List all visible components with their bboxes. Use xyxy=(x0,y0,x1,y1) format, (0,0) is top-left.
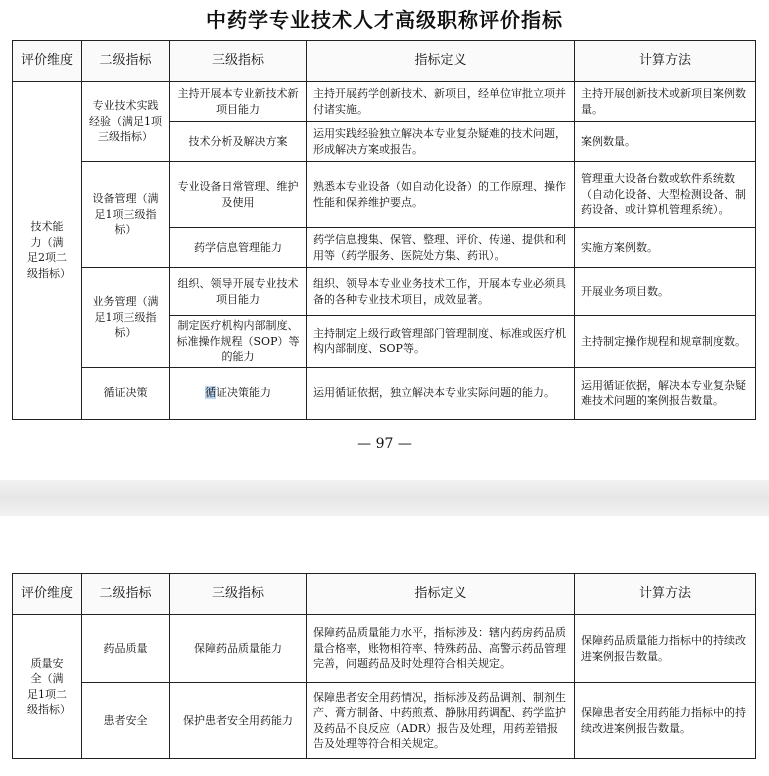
page-separator xyxy=(0,480,769,516)
header-dimension: 评价维度 xyxy=(13,41,82,82)
text-selection-highlight[interactable]: 循 xyxy=(205,386,216,400)
indicator-table-page2 xyxy=(12,573,756,759)
definition-cell: 主持制定上级行政管理部门管理制度、标准或医疗机构内部制度、SOP等。 xyxy=(307,316,575,368)
table-header-row xyxy=(13,574,756,615)
header-calculation: 计算方法 xyxy=(575,41,756,82)
header-definition: 指标定义 xyxy=(307,574,575,615)
header-dimension: 评价维度 xyxy=(13,574,82,615)
third-level-cell: 专业设备日常管理、维护及使用 xyxy=(170,162,307,228)
calculation-cell: 运用循证依据，解决本专业复杂疑难技术问题的案例报告数量。 xyxy=(575,367,756,419)
header-second-level: 二级指标 xyxy=(82,574,170,615)
table-row xyxy=(13,683,756,759)
definition-cell: 运用实践经验独立解决本专业复杂疑难的技术问题，形成解决方案或报告。 xyxy=(307,122,575,162)
third-level-cell: 组织、领导开展专业技术项目能力 xyxy=(170,268,307,316)
calculation-cell: 保障药品质量能力指标中的持续改进案例报告数量。 xyxy=(575,615,756,683)
header-third-level: 三级指标 xyxy=(170,41,307,82)
second-level-cell: 专业技术实践经验（满足1项三级指标） xyxy=(82,82,170,162)
calculation-cell: 主持开展创新技术或新项目案例数量。 xyxy=(575,82,756,122)
third-level-cell: 主持开展本专业新技术新项目能力 xyxy=(170,82,307,122)
third-level-cell: 药学信息管理能力 xyxy=(170,228,307,268)
third-level-cell xyxy=(170,367,307,419)
table-header-row xyxy=(13,41,756,82)
third-level-cell: 技术分析及解决方案 xyxy=(170,122,307,162)
header-calculation: 计算方法 xyxy=(575,574,756,615)
third-level-text: 证决策能力 xyxy=(216,386,271,400)
table-row xyxy=(13,82,756,122)
second-level-cell: 患者安全 xyxy=(82,683,170,759)
definition-cell: 熟悉本专业设备（如自动化设备）的工作原理、操作性能和保养维护要点。 xyxy=(307,162,575,228)
dimension-cell: 技术能力（满足2项二级指标） xyxy=(13,82,82,420)
header-third-level: 三级指标 xyxy=(170,574,307,615)
calculation-cell: 主持制定操作规程和规章制度数。 xyxy=(575,316,756,368)
table-row xyxy=(13,615,756,683)
table-row xyxy=(13,162,756,228)
table-row xyxy=(13,268,756,316)
header-definition: 指标定义 xyxy=(307,41,575,82)
definition-cell: 运用循证依据，独立解决本专业实际问题的能力。 xyxy=(307,367,575,419)
second-level-cell: 循证决策 xyxy=(82,367,170,419)
calculation-cell: 保障患者安全用药能力指标中的持续改进案例报告数量。 xyxy=(575,683,756,759)
second-level-cell: 设备管理（满足1项三级指标） xyxy=(82,162,170,268)
page-number: — 97 — xyxy=(357,436,412,452)
second-level-cell: 业务管理（满足1项三级指标） xyxy=(82,268,170,368)
header-second-level: 二级指标 xyxy=(82,41,170,82)
indicator-table-page1 xyxy=(12,40,756,420)
document-page-98 xyxy=(0,516,769,776)
calculation-cell: 案例数量。 xyxy=(575,122,756,162)
definition-cell: 组织、领导本专业业务技术工作，开展本专业必须具备的各种专业技术项目，成效显著。 xyxy=(307,268,575,316)
calculation-cell: 管理重大设备台数或软件系统数（自动化设备、大型检测设备、制药设备、或计算机管理系统）。 xyxy=(575,162,756,228)
third-level-cell: 保护患者安全用药能力 xyxy=(170,683,307,759)
calculation-cell: 实施方案例数。 xyxy=(575,228,756,268)
definition-cell: 药学信息搜集、保管、整理、评价、传递、提供和利用等（药学服务、医院处方集、药讯）。 xyxy=(307,228,575,268)
dimension-cell: 质量安全（满足1项二级指标） xyxy=(13,615,82,759)
table-row xyxy=(13,367,756,419)
second-level-cell: 药品质量 xyxy=(82,615,170,683)
third-level-cell: 保障药品质量能力 xyxy=(170,615,307,683)
calculation-cell: 开展业务项目数。 xyxy=(575,268,756,316)
definition-cell: 主持开展药学创新技术、新项目，经单位审批立项并付诸实施。 xyxy=(307,82,575,122)
definition-cell: 保障药品质量能力水平，指标涉及：辖内药房药品质量合格率，账物相符率、特殊药品、高警示药品管理完善，问题药品及时处理符合相关规定。 xyxy=(307,615,575,683)
definition-cell: 保障患者安全用药情况，指标涉及药品调剂、制剂生产、膏方制备、中药煎煮、静脉用药调配、药学监护及药品不良反应（ADR）报告及处理，用药差错报告及处理等符合相关规定。 xyxy=(307,683,575,759)
third-level-cell: 制定医疗机构内部制度、标准操作规程（SOP）等的能力 xyxy=(170,316,307,368)
document-title: 中药学专业技术人才高级职称评价指标 xyxy=(206,8,563,32)
